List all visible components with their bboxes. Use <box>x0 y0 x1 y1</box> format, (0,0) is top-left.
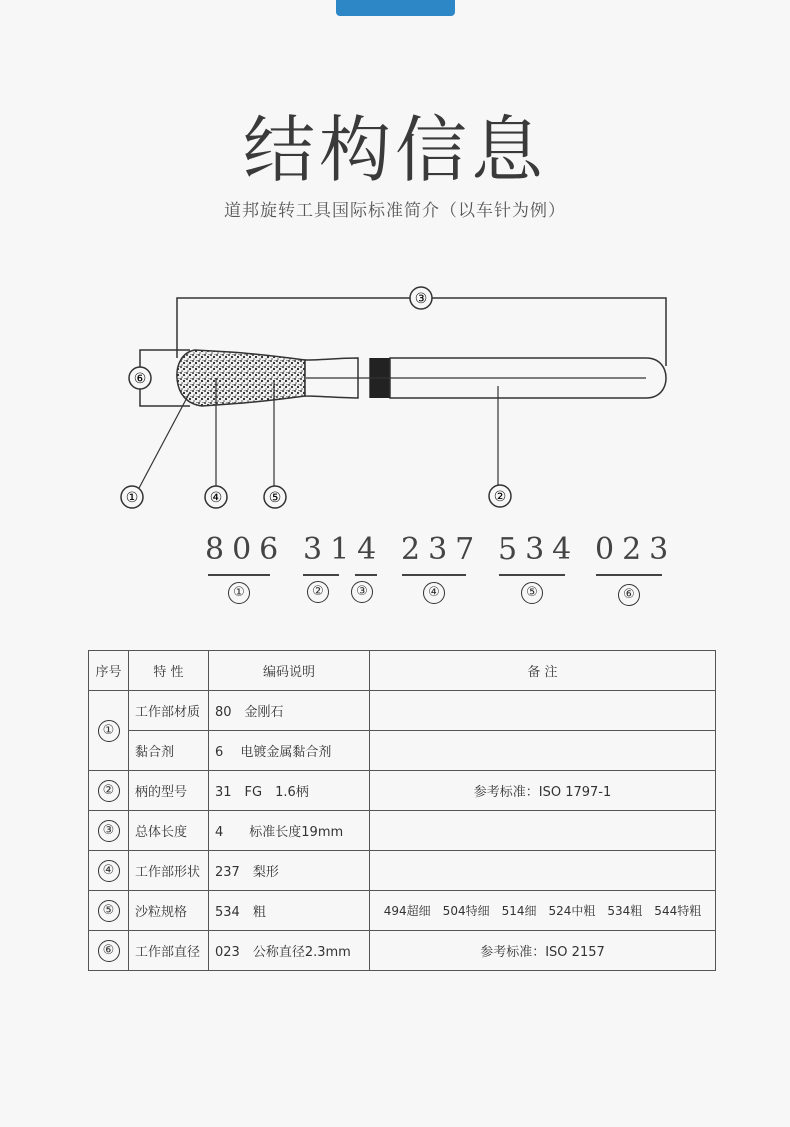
code-314 <box>303 530 385 603</box>
row-note <box>370 731 716 771</box>
table-row <box>89 891 716 931</box>
row-feature: 沙粒规格 <box>129 891 209 931</box>
row-note <box>370 851 716 891</box>
row-code: 6 电镀金属黏合剂 <box>209 731 370 771</box>
code-label: ⑤ <box>521 582 543 604</box>
header-note: 备 注 <box>370 651 716 691</box>
callout-5 <box>264 486 286 508</box>
code-digits: 806 <box>205 532 287 567</box>
code-label: ③ <box>351 581 373 603</box>
code-534 <box>498 530 580 604</box>
code-label: ② <box>307 581 329 603</box>
row-feature: 工作部直径 <box>129 931 209 971</box>
code-digits: 534 <box>498 532 580 567</box>
row-feature: 工作部材质 <box>129 691 209 731</box>
callout-6 <box>129 367 151 389</box>
callout-4 <box>205 486 227 508</box>
svg-text:③: ③ <box>414 291 428 307</box>
bur-diagram <box>0 270 790 520</box>
table-row <box>89 691 716 731</box>
row-note: 参考标准：ISO 1797-1 <box>370 771 716 811</box>
top-tab <box>336 0 455 16</box>
page-title: 结构信息 <box>242 108 547 192</box>
svg-text:①: ① <box>125 490 139 506</box>
row-feature: 黏合剂 <box>129 731 209 771</box>
callout-1 <box>121 486 143 508</box>
row-index: ① <box>98 720 120 742</box>
header-feature: 特 性 <box>129 651 209 691</box>
row-code: 023 公称直径2.3mm <box>209 931 370 971</box>
table-row <box>89 931 716 971</box>
row-feature: 柄的型号 <box>129 771 209 811</box>
row-index: ⑥ <box>98 940 120 962</box>
table-row <box>89 851 716 891</box>
code-806 <box>205 530 287 604</box>
table-row <box>89 771 716 811</box>
row-note <box>370 811 716 851</box>
row-code: 237 梨形 <box>209 851 370 891</box>
code-237 <box>401 530 483 604</box>
row-code: 534 粗 <box>209 891 370 931</box>
table-header-row <box>89 651 716 691</box>
row-note: 494超细 504特细 514细 524中粗 534粗 544特粗 <box>370 891 716 931</box>
callout-2 <box>489 485 511 507</box>
header-index: 序号 <box>89 651 129 691</box>
code-label: ④ <box>423 582 445 604</box>
row-index: ④ <box>98 860 120 882</box>
svg-text:②: ② <box>493 489 507 505</box>
code-digits: 023 <box>595 532 677 567</box>
svg-text:⑥: ⑥ <box>133 371 147 387</box>
row-note: 参考标准：ISO 2157 <box>370 931 716 971</box>
row-code: 4 标准长度19mm <box>209 811 370 851</box>
header-code: 编码说明 <box>209 651 370 691</box>
row-index: ② <box>98 780 120 802</box>
svg-text:④: ④ <box>209 490 223 506</box>
table-row <box>89 811 716 851</box>
row-feature: 工作部形状 <box>129 851 209 891</box>
row-index: ⑤ <box>98 900 120 922</box>
row-code: 31 FG 1.6柄 <box>209 771 370 811</box>
row-feature: 总体长度 <box>129 811 209 851</box>
code-digits: 314 <box>303 532 385 567</box>
code-label: ① <box>228 582 250 604</box>
bur-head <box>177 350 305 406</box>
code-023 <box>595 530 677 606</box>
row-note <box>370 691 716 731</box>
page-subtitle: 道邦旋转工具国际标准简介（以车针为例） <box>224 201 566 221</box>
spec-table <box>88 650 716 971</box>
code-label: ⑥ <box>618 584 640 606</box>
row-code: 80 金刚石 <box>209 691 370 731</box>
callout-3 <box>410 287 432 309</box>
code-digits: 237 <box>401 532 483 567</box>
row-index: ③ <box>98 820 120 842</box>
table-row <box>89 731 716 771</box>
svg-text:⑤: ⑤ <box>268 490 282 506</box>
